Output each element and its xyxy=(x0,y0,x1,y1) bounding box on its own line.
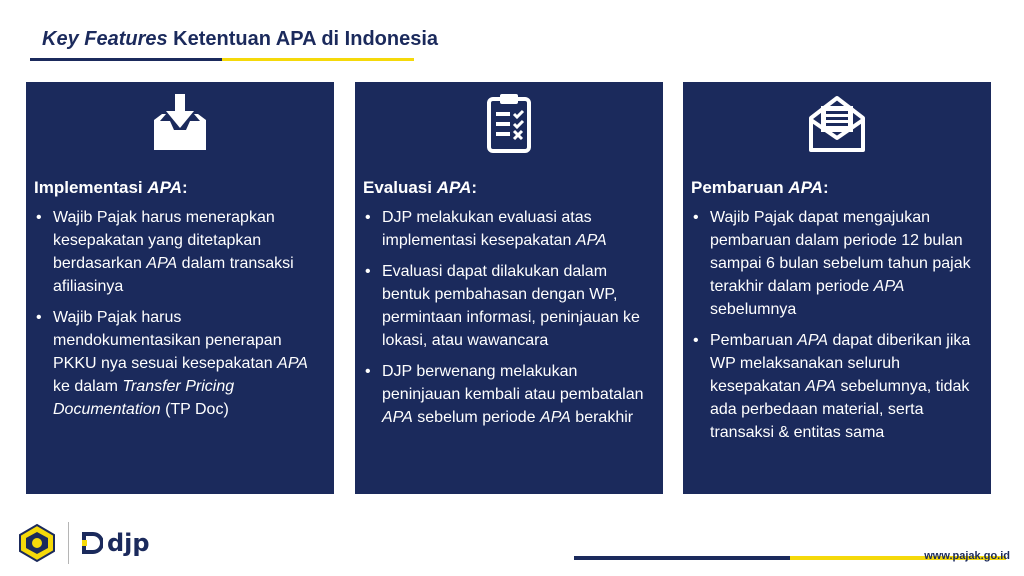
bullet-item: • Pembaruan APA dapat diberikan jika WP melaksanakan seluruh kesepakatan APA sebelumnya, tidak ada perbedaan material, serta transaksi & entitas sama xyxy=(691,329,983,444)
bullet-item: • DJP berwenang melakukan peninjauan kembali atau pembatalan APA sebelum periode APA berakhir xyxy=(363,360,655,429)
card-evaluasi xyxy=(355,82,663,494)
card-heading: Implementasi APA: xyxy=(34,178,188,197)
djp-logo-mark-icon xyxy=(81,530,103,556)
card-heading: Evaluasi APA: xyxy=(363,178,478,197)
bullet-list xyxy=(34,206,326,421)
title-rest: Ketentuan APA di Indonesia xyxy=(167,28,439,50)
title-italic: Key Features xyxy=(42,28,168,50)
card-implementasi xyxy=(26,82,334,494)
kemenkeu-emblem-icon xyxy=(18,523,56,563)
page-title xyxy=(42,28,438,51)
bullet-item: • Wajib Pajak dapat mengajukan pembaruan dalam periode 12 bulan sampai 6 bulan sebelum tahun pajak terakhir dalam periode APA sebelumnya xyxy=(691,206,983,321)
bullet-item: • Wajib Pajak harus mendokumentasikan penerapan PKKU nya sesuai kesepakatan APA ke dalam Transfer Pricing Documentation (TP Doc) xyxy=(34,306,326,421)
bullet-item: • Wajib Pajak harus menerapkan kesepakatan yang ditetapkan berdasarkan APA dalam transaksi afiliasinya xyxy=(34,206,326,298)
inbox-download-icon xyxy=(148,90,212,154)
clipboard-checklist-icon xyxy=(477,90,541,154)
bullet-item: • DJP melakukan evaluasi atas implementasi kesepakatan APA xyxy=(363,206,655,252)
djp-logo-text: djp xyxy=(107,529,150,557)
footer-logos xyxy=(18,520,150,566)
title-underline xyxy=(30,58,414,61)
card-pembaruan xyxy=(683,82,991,494)
card-heading: Pembaruan APA: xyxy=(691,178,829,197)
bullet-list xyxy=(691,206,983,444)
footer-url: www.pajak.go.id xyxy=(924,550,1010,562)
bullet-item: • Evaluasi dapat dilakukan dalam bentuk pembahasan dengan WP, permintaan informasi, peninjauan ke lokasi, atau wawancara xyxy=(363,260,655,352)
bullet-list xyxy=(363,206,655,429)
open-envelope-letter-icon xyxy=(805,90,869,154)
logo-divider xyxy=(68,522,69,564)
